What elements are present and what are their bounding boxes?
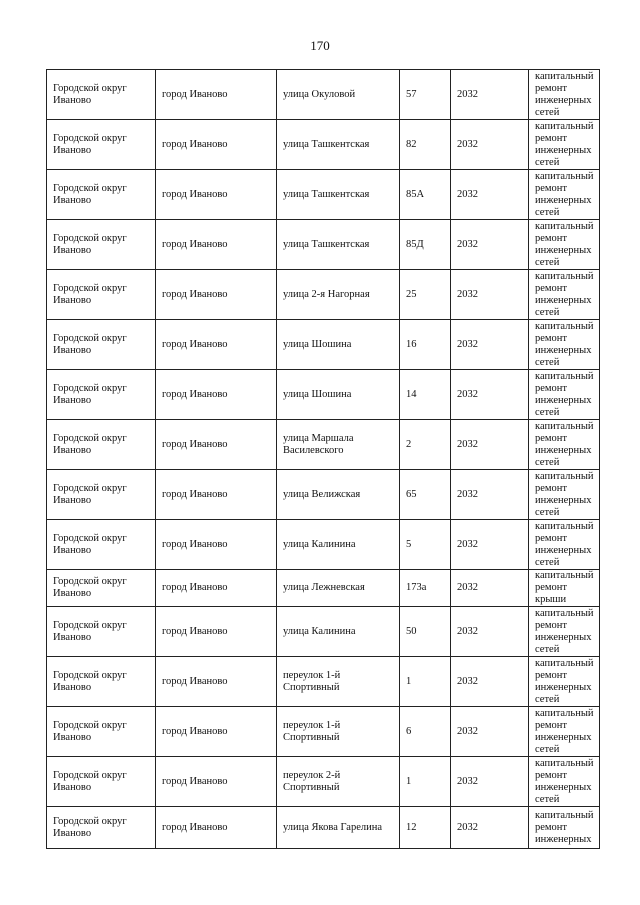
street-cell: улица 2-я Нагорная: [277, 270, 400, 320]
district-cell: Городской округ Иваново: [47, 570, 156, 607]
district-cell: Городской округ Иваново: [47, 220, 156, 270]
work-type-cell: капитальный ремонт инженерных сетей: [529, 470, 600, 520]
district-cell: Городской округ Иваново: [47, 757, 156, 807]
table-row: [47, 270, 600, 320]
year-cell: 2032: [451, 520, 529, 570]
city-cell: город Иваново: [156, 657, 277, 707]
house-cell: 57: [400, 70, 451, 120]
table-row: [47, 120, 600, 170]
city-cell: город Иваново: [156, 370, 277, 420]
house-cell: 16: [400, 320, 451, 370]
table-row: [47, 370, 600, 420]
table-row: [47, 570, 600, 607]
house-cell: 82: [400, 120, 451, 170]
year-cell: 2032: [451, 70, 529, 120]
house-cell: 1: [400, 757, 451, 807]
page-number: 170: [310, 38, 330, 53]
table-row: [47, 170, 600, 220]
street-cell: улица Маршала Василевского: [277, 420, 400, 470]
city-cell: город Иваново: [156, 807, 277, 849]
year-cell: 2032: [451, 220, 529, 270]
street-cell: улица Шошина: [277, 370, 400, 420]
table-row: [47, 807, 600, 849]
work-type-cell: капитальный ремонт инженерных сетей: [529, 607, 600, 657]
street-cell: улица Ташкентская: [277, 120, 400, 170]
street-cell: улица Шошина: [277, 320, 400, 370]
housing-repair-table: [46, 69, 600, 849]
work-type-cell: капитальный ремонт крыши: [529, 570, 600, 607]
house-cell: 14: [400, 370, 451, 420]
year-cell: 2032: [451, 320, 529, 370]
work-type-cell: капитальный ремонт инженерных сетей: [529, 657, 600, 707]
street-cell: переулок 1-й Спортивный: [277, 707, 400, 757]
work-type-cell: капитальный ремонт инженерных сетей: [529, 220, 600, 270]
year-cell: 2032: [451, 807, 529, 849]
district-cell: Городской округ Иваново: [47, 607, 156, 657]
street-cell: улица Окуловой: [277, 70, 400, 120]
table-row: [47, 707, 600, 757]
district-cell: Городской округ Иваново: [47, 120, 156, 170]
district-cell: Городской округ Иваново: [47, 707, 156, 757]
table-row: [47, 470, 600, 520]
house-cell: 85Д: [400, 220, 451, 270]
house-cell: 25: [400, 270, 451, 320]
year-cell: 2032: [451, 470, 529, 520]
city-cell: город Иваново: [156, 570, 277, 607]
street-cell: улица Ташкентская: [277, 170, 400, 220]
city-cell: город Иваново: [156, 320, 277, 370]
street-cell: переулок 1-й Спортивный: [277, 657, 400, 707]
city-cell: город Иваново: [156, 470, 277, 520]
house-cell: 2: [400, 420, 451, 470]
district-cell: Городской округ Иваново: [47, 320, 156, 370]
year-cell: 2032: [451, 370, 529, 420]
district-cell: Городской округ Иваново: [47, 420, 156, 470]
district-cell: Городской округ Иваново: [47, 657, 156, 707]
table-row: [47, 757, 600, 807]
district-cell: Городской округ Иваново: [47, 270, 156, 320]
house-cell: 6: [400, 707, 451, 757]
street-cell: улица Велижская: [277, 470, 400, 520]
work-type-cell: капитальный ремонт инженерных сетей: [529, 120, 600, 170]
year-cell: 2032: [451, 707, 529, 757]
house-cell: 12: [400, 807, 451, 849]
year-cell: 2032: [451, 657, 529, 707]
work-type-cell: капитальный ремонт инженерных сетей: [529, 370, 600, 420]
table-row: [47, 420, 600, 470]
district-cell: Городской округ Иваново: [47, 370, 156, 420]
street-cell: улица Лежневская: [277, 570, 400, 607]
street-cell: улица Калинина: [277, 520, 400, 570]
district-cell: Городской округ Иваново: [47, 807, 156, 849]
work-type-cell: капитальный ремонт инженерных сетей: [529, 170, 600, 220]
district-cell: Городской округ Иваново: [47, 170, 156, 220]
house-cell: 65: [400, 470, 451, 520]
house-cell: 85А: [400, 170, 451, 220]
table-row: [47, 320, 600, 370]
city-cell: город Иваново: [156, 757, 277, 807]
table-row: [47, 220, 600, 270]
city-cell: город Иваново: [156, 170, 277, 220]
city-cell: город Иваново: [156, 120, 277, 170]
work-type-cell: капитальный ремонт инженерных: [529, 807, 600, 849]
table-row: [47, 70, 600, 120]
house-cell: 5: [400, 520, 451, 570]
year-cell: 2032: [451, 757, 529, 807]
house-cell: 173а: [400, 570, 451, 607]
city-cell: город Иваново: [156, 220, 277, 270]
work-type-cell: капитальный ремонт инженерных сетей: [529, 270, 600, 320]
district-cell: Городской округ Иваново: [47, 70, 156, 120]
table-row: [47, 607, 600, 657]
street-cell: улица Якова Гарелина: [277, 807, 400, 849]
year-cell: 2032: [451, 170, 529, 220]
city-cell: город Иваново: [156, 607, 277, 657]
work-type-cell: капитальный ремонт инженерных сетей: [529, 70, 600, 120]
work-type-cell: капитальный ремонт инженерных сетей: [529, 420, 600, 470]
district-cell: Городской округ Иваново: [47, 470, 156, 520]
city-cell: город Иваново: [156, 707, 277, 757]
work-type-cell: капитальный ремонт инженерных сетей: [529, 707, 600, 757]
table-row: [47, 657, 600, 707]
city-cell: город Иваново: [156, 270, 277, 320]
work-type-cell: капитальный ремонт инженерных сетей: [529, 520, 600, 570]
city-cell: город Иваново: [156, 70, 277, 120]
city-cell: город Иваново: [156, 420, 277, 470]
city-cell: город Иваново: [156, 520, 277, 570]
house-cell: 1: [400, 657, 451, 707]
work-type-cell: капитальный ремонт инженерных сетей: [529, 320, 600, 370]
year-cell: 2032: [451, 570, 529, 607]
year-cell: 2032: [451, 420, 529, 470]
house-cell: 50: [400, 607, 451, 657]
street-cell: улица Калинина: [277, 607, 400, 657]
year-cell: 2032: [451, 270, 529, 320]
table-row: [47, 520, 600, 570]
work-type-cell: капитальный ремонт инженерных сетей: [529, 757, 600, 807]
district-cell: Городской округ Иваново: [47, 520, 156, 570]
year-cell: 2032: [451, 607, 529, 657]
street-cell: улица Ташкентская: [277, 220, 400, 270]
street-cell: переулок 2-й Спортивный: [277, 757, 400, 807]
year-cell: 2032: [451, 120, 529, 170]
